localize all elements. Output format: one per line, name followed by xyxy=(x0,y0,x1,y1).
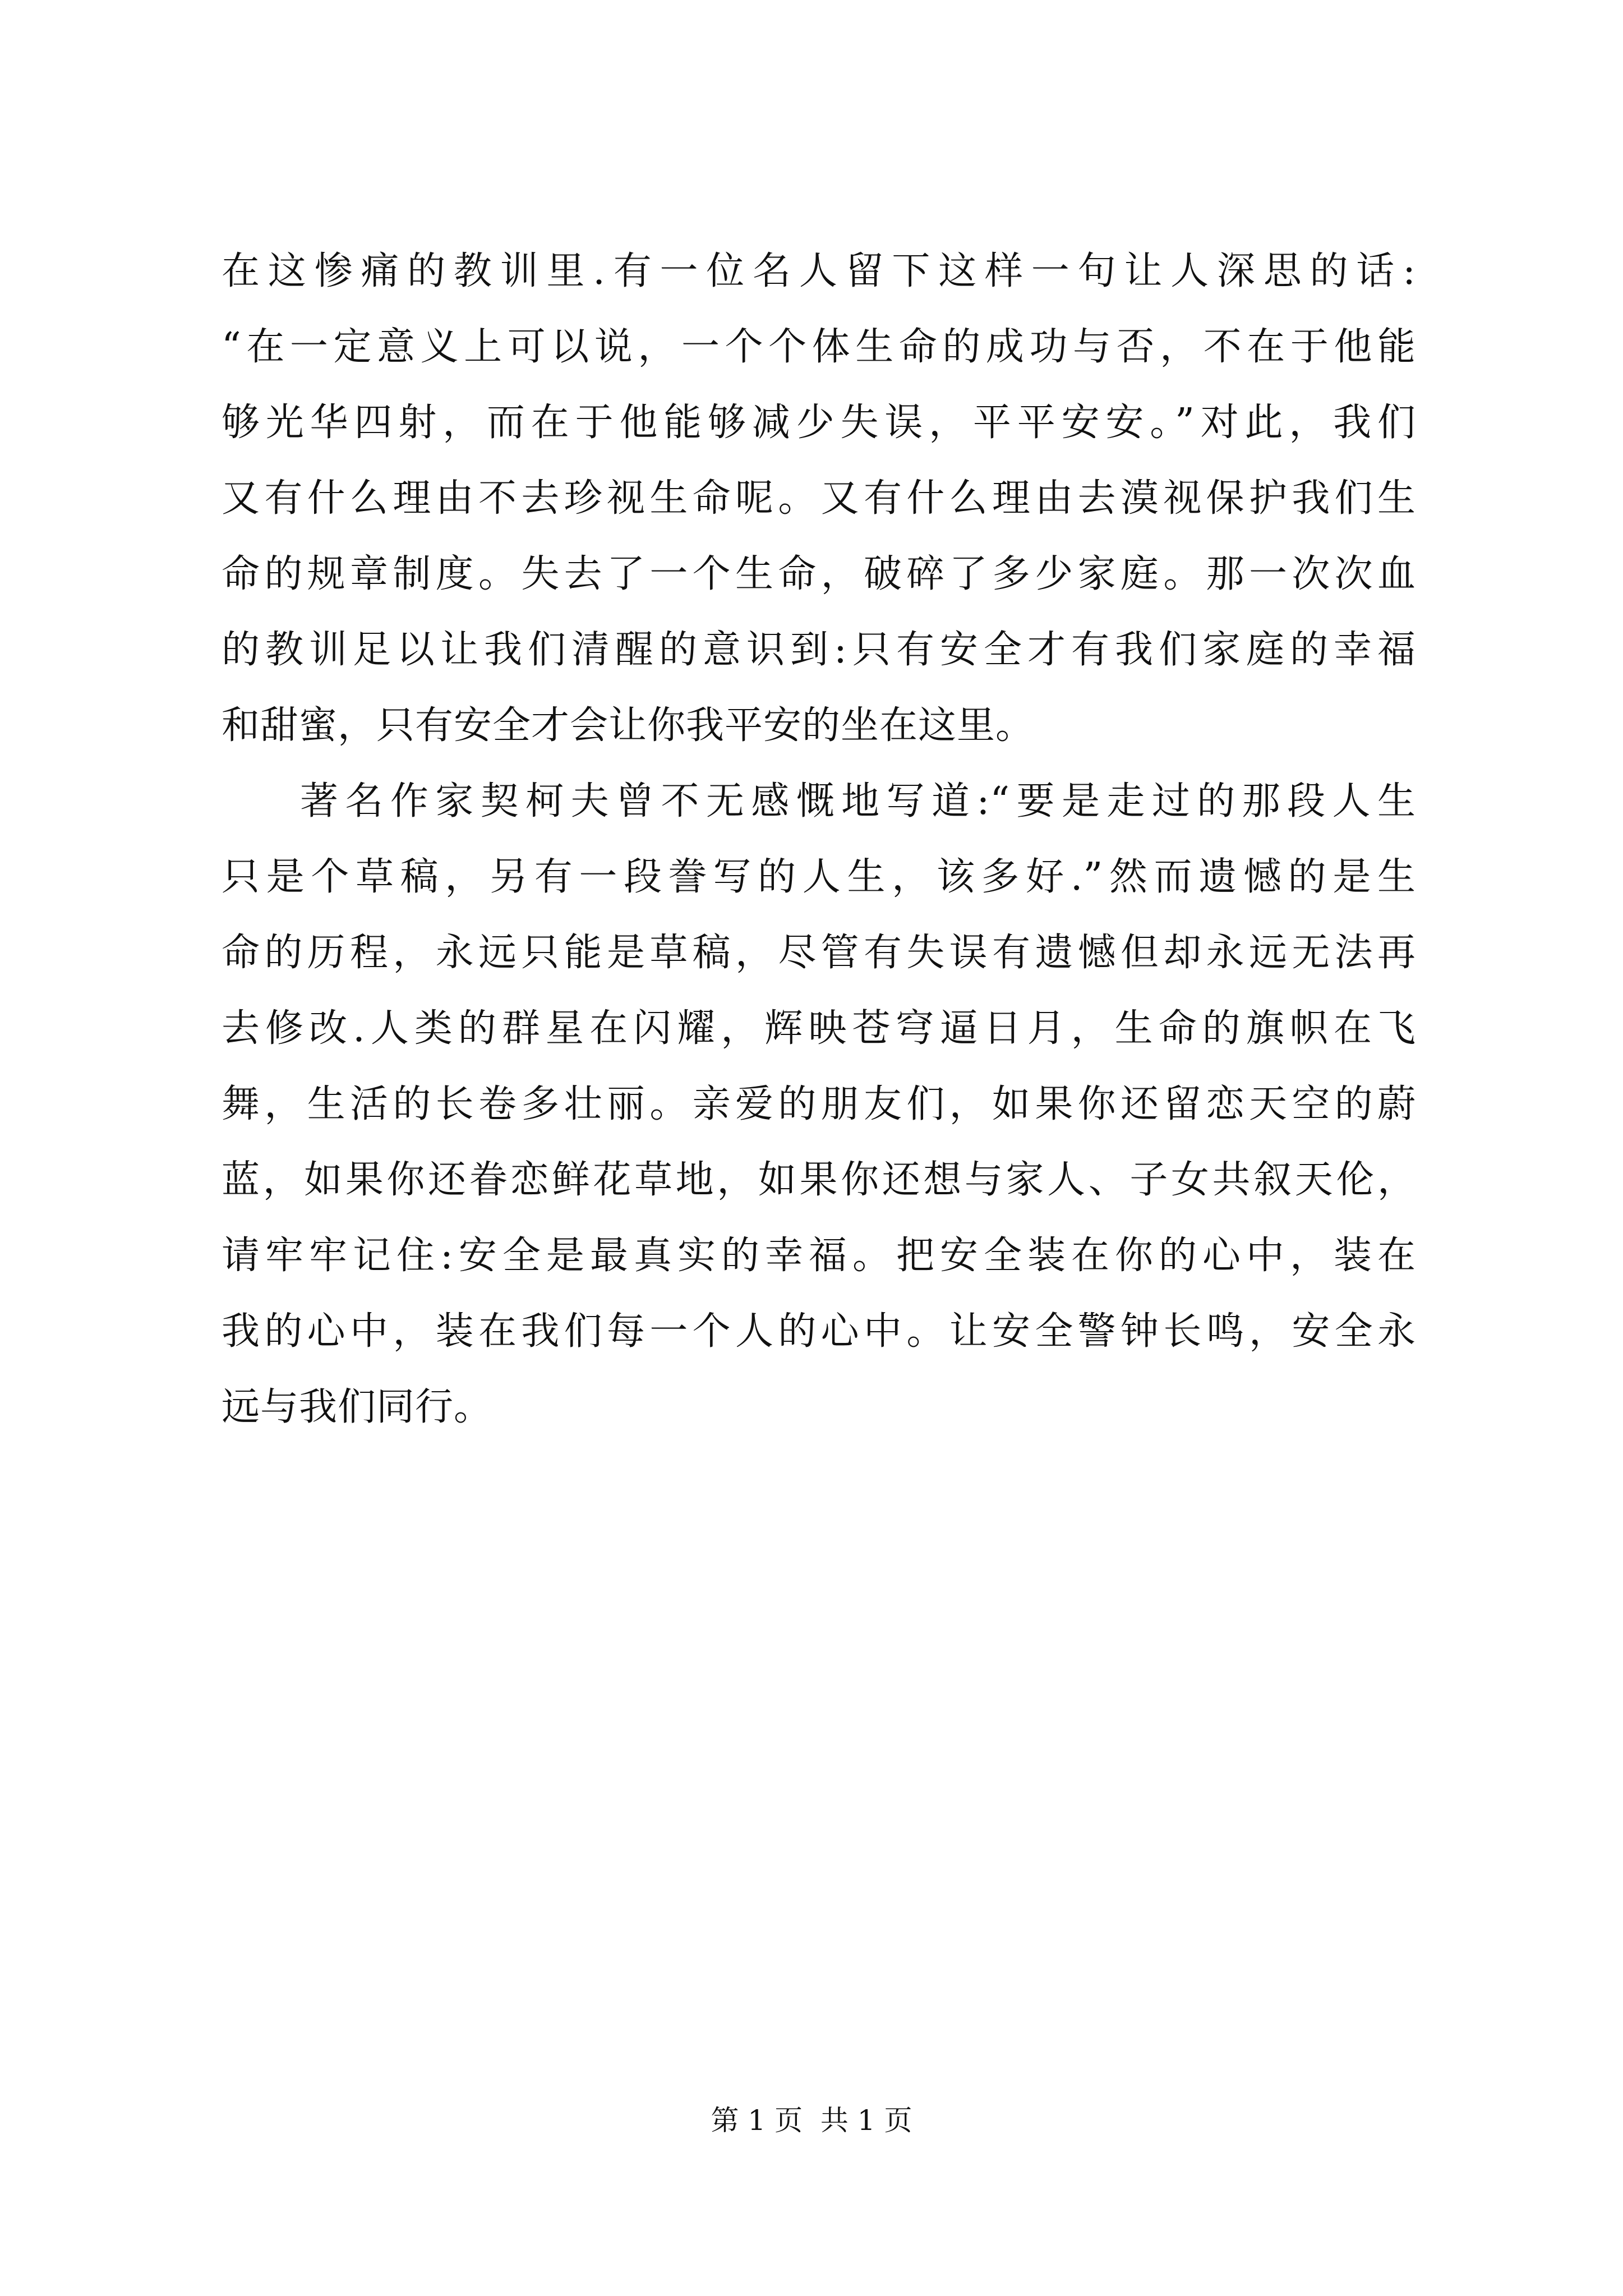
document-body xyxy=(222,233,1416,1445)
paragraph-line: 我的心中，装在我们每一个人的心中。让安全警钟长鸣，安全永 xyxy=(222,1309,1416,1354)
paragraph-line: 请牢牢记住:安全是最真实的幸福。把安全装在你的心中，装在 xyxy=(222,1234,1416,1278)
paragraph-line: 著名作家契柯夫曾不无感慨地写道:“要是走过的那段人生 xyxy=(300,779,1416,823)
paragraph-line: 够光华四射，而在于他能够减少失误，平平安安。”对此，我们 xyxy=(222,401,1416,445)
paragraph-line: 去修改.人类的群星在闪耀，辉映苍穹逼日月，生命的旗帜在飞 xyxy=(222,1006,1416,1051)
paragraph-line: 命的历程，永远只能是草稿，尽管有失误有遗憾但却永远无法再 xyxy=(222,931,1416,975)
paragraph-line: 和甜蜜，只有安全才会让你我平安的坐在这里。 xyxy=(222,703,1035,748)
paragraph-line: 舞，生活的长卷多壮丽。亲爱的朋友们，如果你还留恋天空的蔚 xyxy=(222,1082,1416,1126)
paragraph-1 xyxy=(222,233,1416,763)
paragraph-line: 蓝，如果你还眷恋鲜花草地，如果你还想与家人、子女共叙天伦， xyxy=(222,1158,1416,1202)
paragraph-line: 在这惨痛的教训里.有一位名人留下这样一句让人深思的话: xyxy=(222,249,1416,293)
paragraph-line: “在一定意义上可以说，一个个体生命的成功与否，不在于他能 xyxy=(222,325,1416,369)
paragraph-line: 远与我们同行。 xyxy=(222,1385,493,1429)
paragraph-2 xyxy=(222,763,1416,1445)
paragraph-line: 又有什么理由不去珍视生命呢。又有什么理由去漠视保护我们生 xyxy=(222,476,1416,521)
page-number-footer: 第 1 页 共 1 页 xyxy=(711,2104,912,2137)
paragraph-line: 只是个草稿，另有一段誊写的人生，该多好.”然而遗憾的是生 xyxy=(222,855,1416,899)
paragraph-line: 命的规章制度。失去了一个生命，破碎了多少家庭。那一次次血 xyxy=(222,552,1416,596)
paragraph-line: 的教训足以让我们清醒的意识到:只有安全才有我们家庭的幸福 xyxy=(222,628,1416,672)
